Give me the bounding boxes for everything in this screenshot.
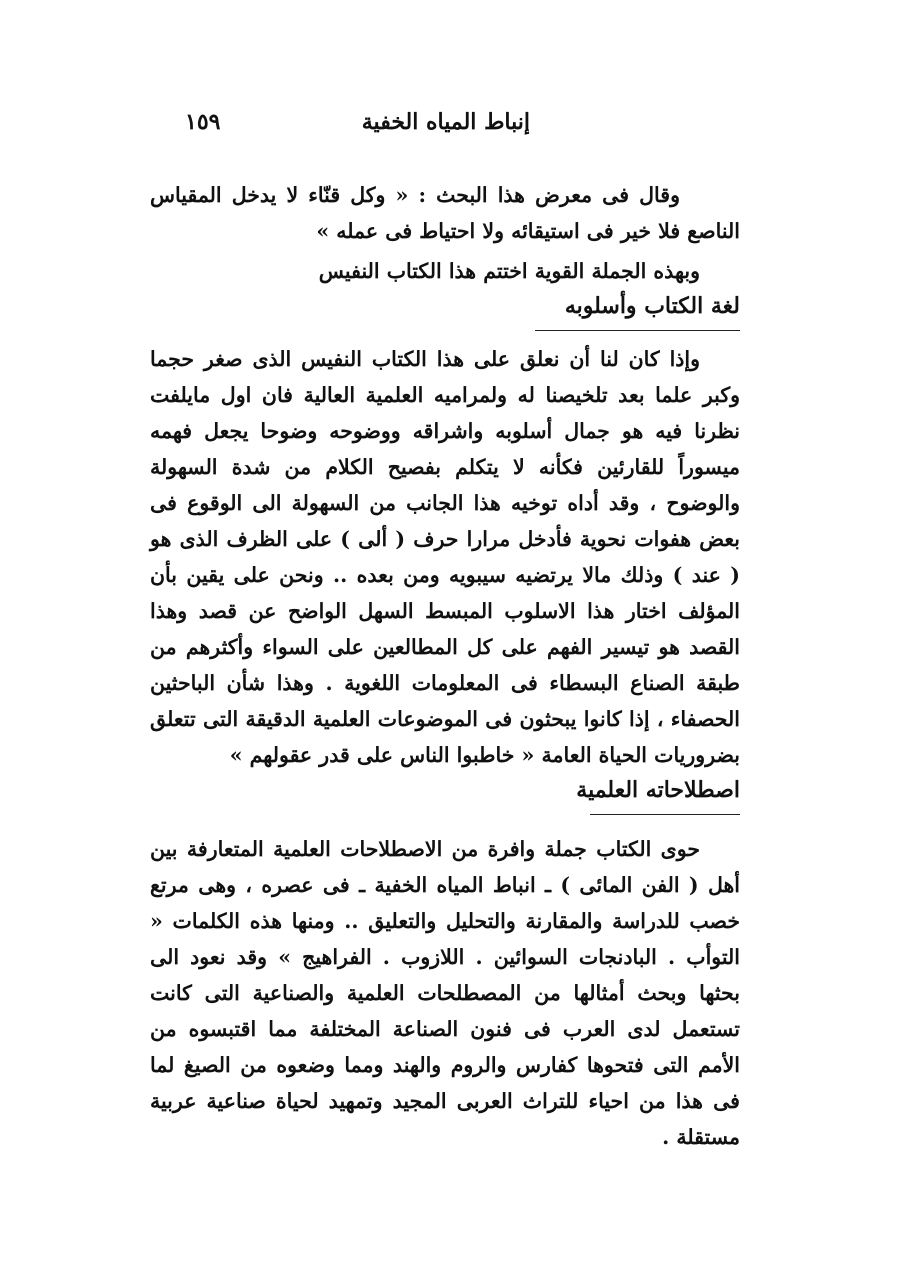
- style-paragraph: وإذا كان لنا أن نعلق على هذا الكتاب النفيس الذى صغر حجما وكبر علما بعد تلخيصنا له ولمراميه العلمية العالية فان اول مايلفت نظرنا فيه هو جمال أسلوبه واشراقه ووضوحه وضوحا يجعل فهمه ميسوراً للقارئين فكأنه لا يتكلم بفصيح الكلام من شدة السهولة والوضوح ، وقد أداه توخيه هذا الجانب من السهولة الى الوقوع فى بعض هفوات نحوية فأدخل مرارا حرف ( ألى ) على الظرف الذى هو ( عند ) وذلك مالا يرتضيه سيبويه ومن بعده .. ونحن على يقين بأن المؤلف اختار هذا الاسلوب المبسط السهل الواضح عن قصد وهذا القصد هو تيسير الفهم على كل المطالعين على السواء وأكثرهم من طبقة الصناع البسطاء فى المعلومات اللغوية . وهذا شأن الباحثين الحصفاء ، إذا كانوا يبحثون فى الموضوعات العلمية الدقيقة التى تتعلق بضروريات الحياة العامة « خاطبوا الناس على قدر عقولهم »: [150, 347, 740, 767]
- section-heading-wrapper: [150, 289, 740, 333]
- heading-underline: [590, 814, 740, 815]
- section-heading-wrapper: [150, 773, 740, 817]
- closing-line: وبهذه الجملة القوية اختتم هذا الكتاب النفيس: [318, 259, 700, 283]
- section-heading-style: لغة الكتاب وأسلوبه: [564, 293, 740, 319]
- quote-paragraph: وقال فى معرض هذا البحث : « وكل قنّاء لا يدخل المقياس الناصع فلا خير فى استيقائه ولا احتياط فى عمله »: [150, 183, 740, 243]
- page-number: ١٥٩: [185, 109, 221, 135]
- heading-underline: [535, 330, 740, 331]
- running-title: إنباط المياه الخفية: [361, 109, 530, 135]
- book-page: [150, 105, 740, 1225]
- terms-paragraph: حوى الكتاب جملة وافرة من الاصطلاحات العلمية المتعارفة بين أهل ( الفن المائى ) ـ انباط المياه الخفية ـ فى عصره ، وهى مرتع خصب للدراسة والمقارنة والتحليل والتعليق .. ومنها هذه الكلمات « التوأب . البادنجات السوائين . اللازوب . الفراهيج » وقد نعود الى بحثها وبحث أمثالها من المصطلحات العلمية والصناعية التى كانت تستعمل لدى العرب فى فنون الصناعة المختلفة مما اقتبسوه من الأمم التى فتحوها كفارس والروم والهند ومما وضعوه من الصيغ لما فى هذا من احياء للتراث العربى المجيد وتمهيد لحياة صناعية عربية مستقلة .: [150, 837, 740, 1149]
- running-header: [150, 105, 740, 145]
- section-heading-terms: اصطلاحاته العلمية: [576, 777, 740, 803]
